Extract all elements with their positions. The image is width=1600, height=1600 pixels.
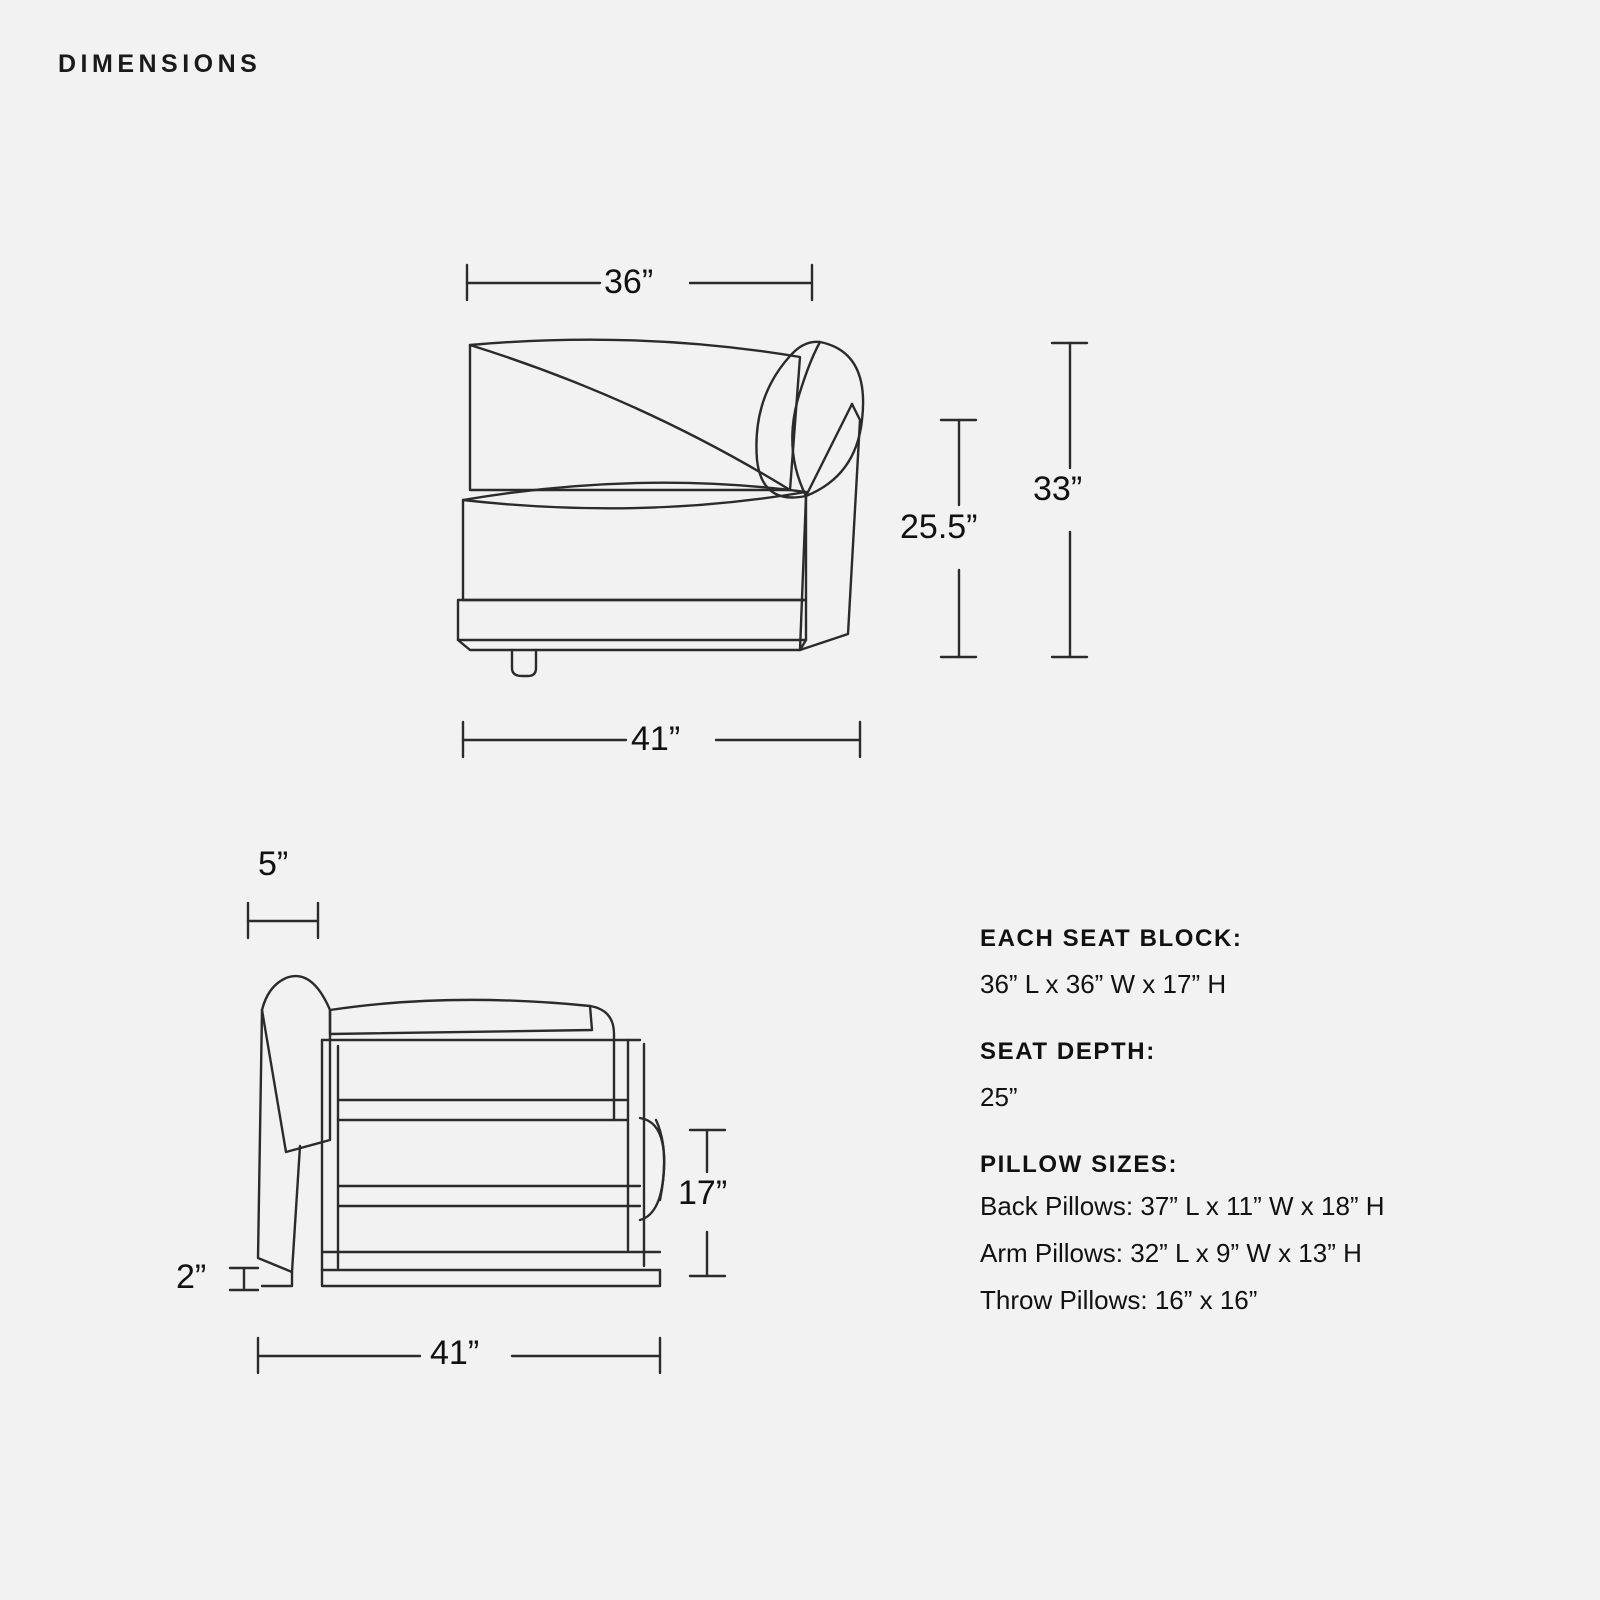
spec-pillow-sizes [980,1151,1540,1316]
front-dim-36-label: 36” [604,263,654,301]
seat-block-value: 36” L x 36” W x 17” H [980,969,1227,999]
seat-block-heading: EACH SEAT BLOCK: [980,925,1243,952]
spec-seat-depth [980,1038,1540,1117]
pillow-line-throw: Throw Pillows: 16” x 16” [980,1285,1258,1315]
side-view-drawing [258,976,664,1286]
side-dim-17-label: 17” [678,1174,728,1212]
side-dim-2-label: 2” [176,1258,207,1296]
seat-depth-value: 25” [980,1082,1018,1112]
side-dim-2-line [230,1268,258,1290]
front-dim-41-label: 41” [631,720,681,758]
pillow-line-arm: Arm Pillows: 32” L x 9” W x 13” H [980,1238,1362,1268]
page-title: DIMENSIONS [58,50,262,78]
side-dim-41-label: 41” [430,1334,480,1372]
side-dim-5-line [248,903,318,938]
front-view-drawing [458,340,863,676]
pillow-sizes-heading: PILLOW SIZES: [980,1151,1179,1178]
pillow-line-back: Back Pillows: 37” L x 11” W x 18” H [980,1191,1385,1221]
spec-seat-block [980,925,1540,1004]
seat-depth-heading: SEAT DEPTH: [980,1038,1156,1065]
front-dim-25p5-label: 25.5” [900,508,978,546]
side-dim-5-label: 5” [258,845,289,883]
front-dim-33-label: 33” [1033,470,1083,508]
specs-panel [980,925,1540,1332]
